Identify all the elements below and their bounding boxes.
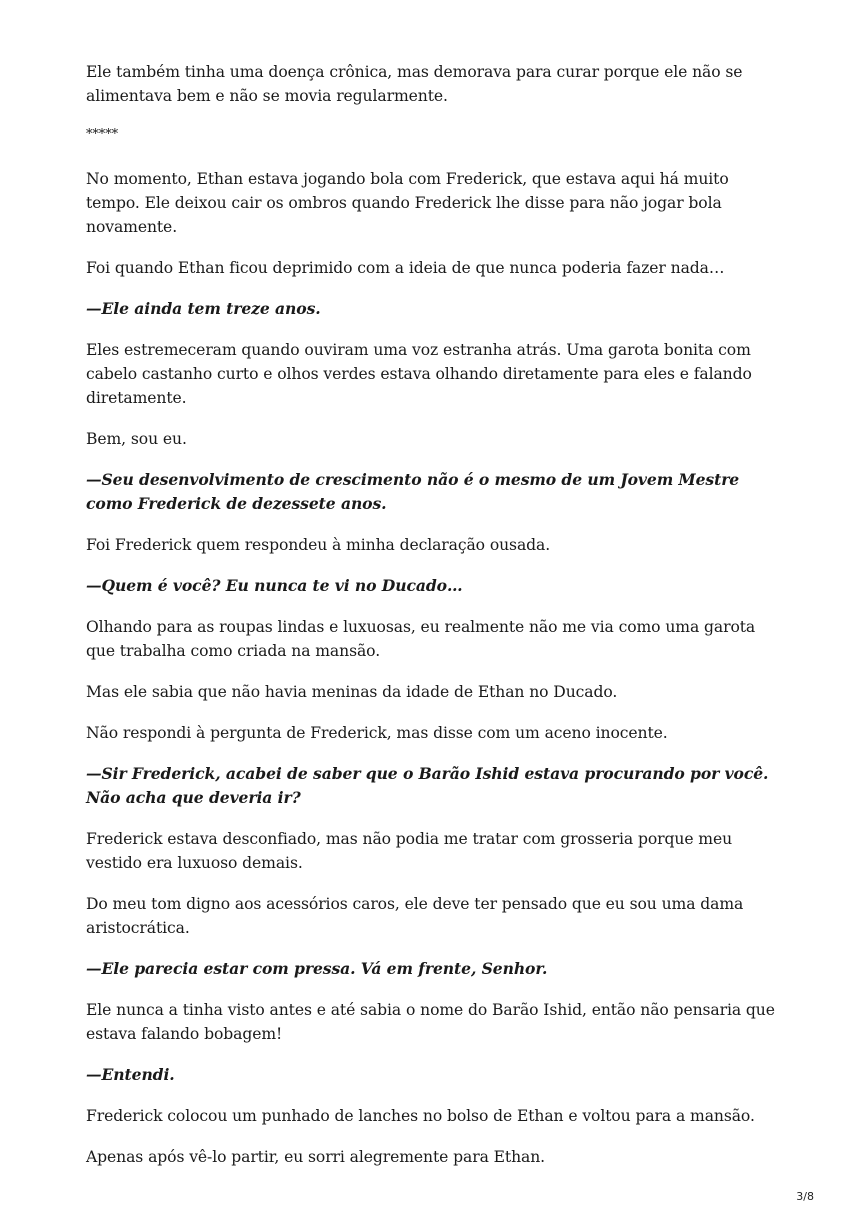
dialogue-line: —Ele parecia estar com pressa. Vá em frente, Senhor. [86,959,548,978]
paragraph: Frederick colocou um punhado de lanches no bolso de Ethan e voltou para a mansão. [86,1107,755,1125]
paragraph: Apenas após vê-lo partir, eu sorri alegremente para Ethan. [86,1148,546,1166]
paragraph: Frederick estava desconfiado, mas não podia me tratar com grosseria porque meu vestido era luxuoso demais. [86,830,733,872]
paragraph: Mas ele sabia que não havia meninas da idade de Ethan no Ducado. [86,683,618,701]
document-page [86,60,786,1186]
dialogue-line: —Entendi. [86,1065,175,1084]
dialogue-line: —Seu desenvolvimento de crescimento não é o mesmo de um Jovem Mestre como Frederick de dezessete anos. [86,470,740,513]
paragraph: Ele nunca a tinha visto antes e até sabia o nome do Barão Ishid, então não pensaria que estava falando bobagem! [86,1001,775,1043]
paragraph: Olhando para as roupas lindas e luxuosas, eu realmente não me via como uma garota que trabalha como criada na mansão. [86,618,756,660]
section-separator: ***** [86,127,119,142]
paragraph: Do meu tom digno aos acessórios caros, ele deve ter pensado que eu sou uma dama aristocrática. [86,895,744,937]
dialogue-line: —Quem é você? Eu nunca te vi no Ducado… [86,576,463,595]
paragraph: No momento, Ethan estava jogando bola com Frederick, que estava aqui há muito tempo. Ele deixou cair os ombros quando Frederick lhe disse para não jogar bola novamente. [86,170,729,236]
dialogue-line: —Sir Frederick, acabei de saber que o Barão Ishid estava procurando por você. Não acha que deveria ir? [86,764,769,807]
paragraph: Ele também tinha uma doença crônica, mas demorava para curar porque ele não se alimentava bem e não se movia regularmente. [86,63,743,105]
dialogue-line: —Ele ainda tem treze anos. [86,299,321,318]
paragraph: Eles estremeceram quando ouviram uma voz estranha atrás. Uma garota bonita com cabelo castanho curto e olhos verdes estava olhando diretamente para eles e falando diretamente. [86,341,752,407]
paragraph: Foi quando Ethan ficou deprimido com a ideia de que nunca poderia fazer nada… [86,259,725,277]
paragraph: Foi Frederick quem respondeu à minha declaração ousada. [86,536,551,554]
page-number: 3/8 [796,1190,814,1203]
paragraph: Não respondi à pergunta de Frederick, mas disse com um aceno inocente. [86,724,668,742]
paragraph: Bem, sou eu. [86,430,187,448]
